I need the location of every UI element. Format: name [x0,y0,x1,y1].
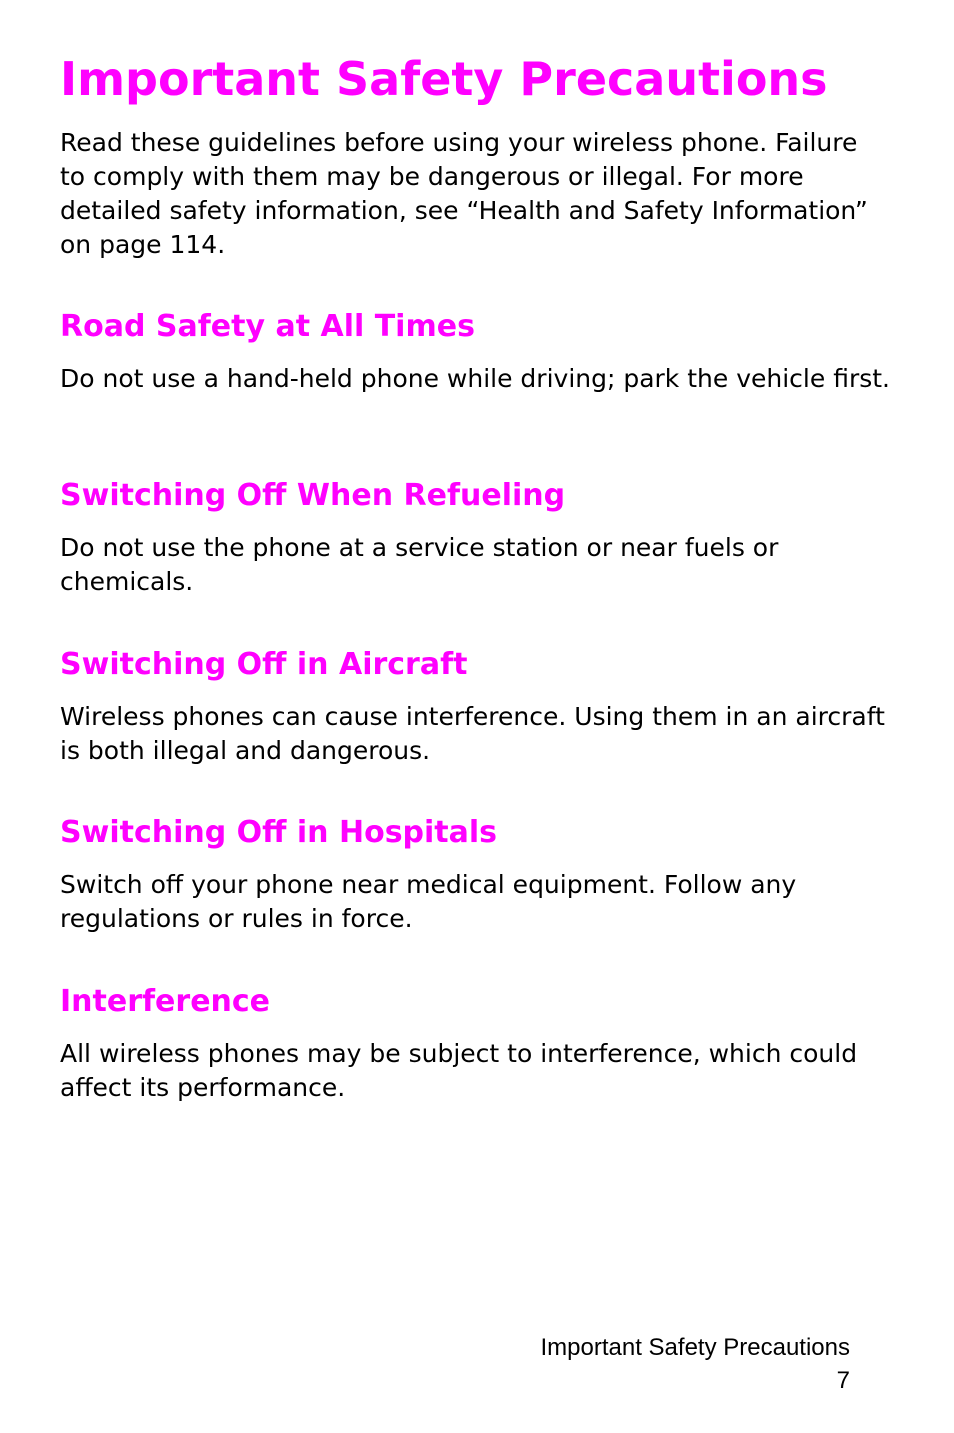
section-heading: Switching Off When Refueling [60,478,566,513]
intro-paragraph: Read these guidelines before using your wireless phone. Failure to comply with them may be dangerous or illegal. For more detailed safety information, see “Health and Safety Information” on page 114. [60,128,868,259]
section-interference [60,983,890,1105]
page-number: 7 [836,1367,850,1394]
section-heading: Switching Off in Aircraft [60,647,468,682]
section-body: Switch off your phone near medical equipment. Follow any regulations or rules in force. [60,870,797,933]
section-heading: Switching Off in Hospitals [60,815,498,850]
section-body: All wireless phones may be subject to interference, which could affect its performance. [60,1039,858,1102]
section-heading: Road Safety at All Times [60,309,475,344]
section-body: Wireless phones can cause interference. Using them in an aircraft is both illegal and dangerous. [60,702,885,765]
section-road-safety [60,308,890,396]
section-hospitals [60,814,890,936]
running-title: Important Safety Precautions [540,1334,850,1361]
section-heading: Interference [60,984,271,1019]
section-aircraft [60,646,890,768]
section-body: Do not use the phone at a service station or near fuels or chemicals. [60,533,779,596]
section-refueling [60,477,890,599]
page-footer [541,1331,851,1397]
page-title: Important Safety Precautions [60,52,828,106]
section-body: Do not use a hand-held phone while driving; park the vehicle first. [60,364,890,393]
